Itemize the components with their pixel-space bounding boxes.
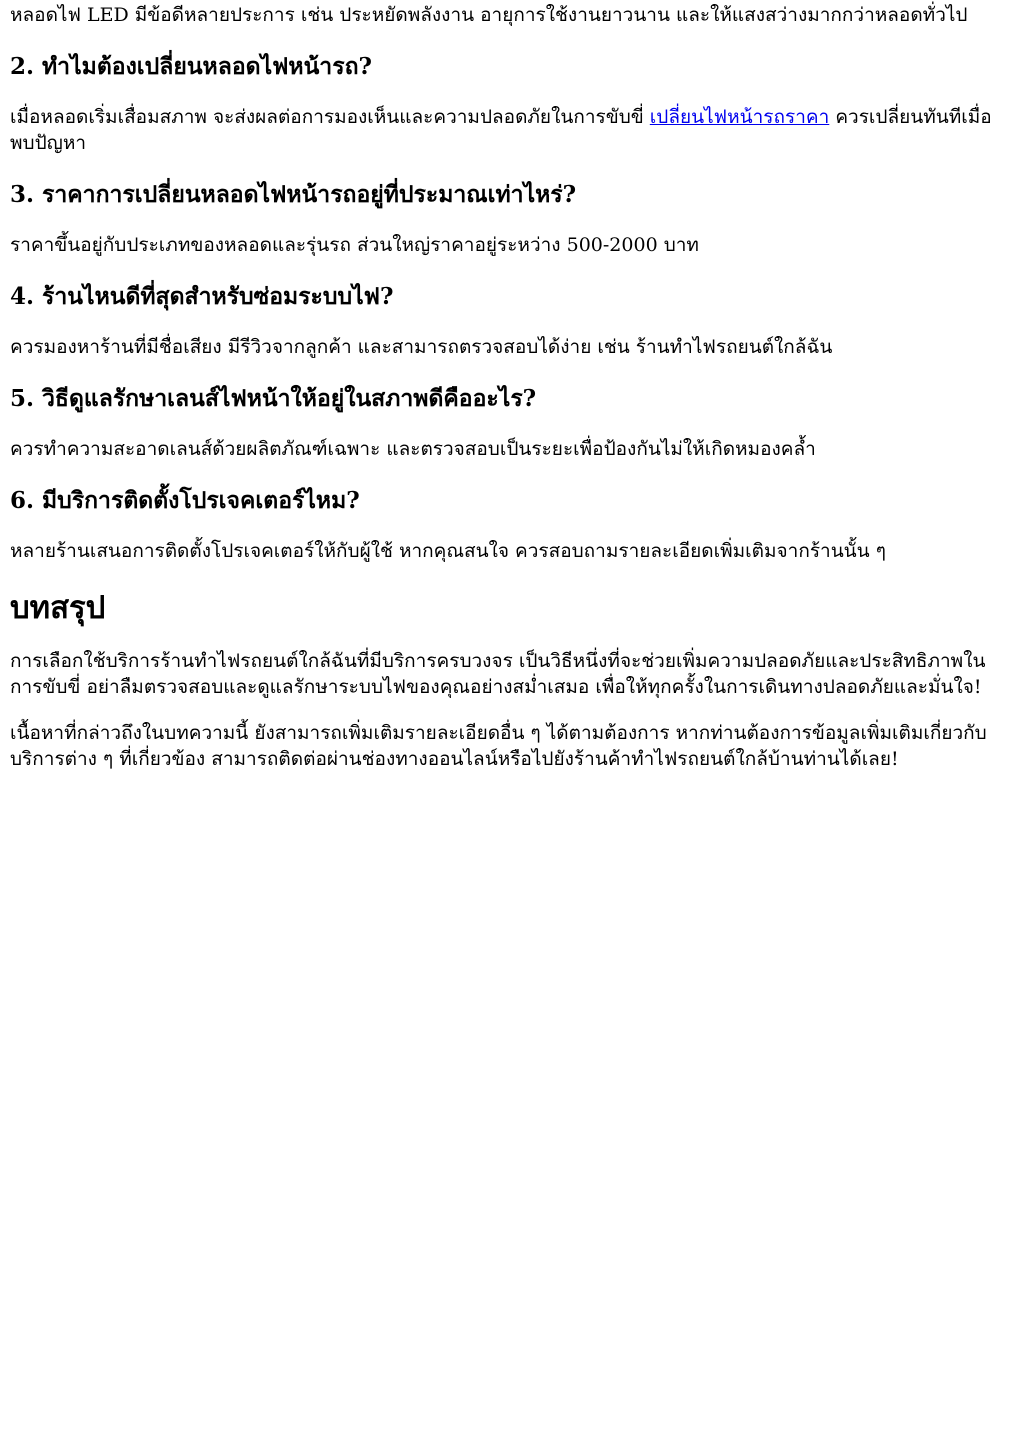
- faq-question-5: 5. วิธีดูแลรักษาเลนส์ไฟหน้าให้อยู่ในสภาพดีคืออะไร?: [10, 385, 537, 412]
- faq-answer-6: หลายร้านเสนอการติดตั้งโปรเจคเตอร์ให้กับผู้ใช้ หากคุณสนใจ ควรสอบถามรายละเอียดเพิ่มเติมจากร้านนั้น ๆ: [10, 540, 886, 562]
- faq-answer-4: ควรมองหาร้านที่มีชื่อเสียง มีรีวิวจากลูกค้า และสามารถตรวจสอบได้ง่าย เช่น ร้านทำไฟรถยนต์ใกล้ฉัน: [10, 336, 833, 358]
- faq-question-6: 6. มีบริการติดตั้งโปรเจคเตอร์ไหม?: [10, 487, 360, 514]
- faq-question-4: 4. ร้านไหนดีที่สุดสำหรับซ่อมระบบไฟ?: [10, 283, 394, 310]
- faq-answer-2: [10, 104, 1014, 156]
- headlight-price-link[interactable]: เปลี่ยนไฟหน้ารถราคา: [649, 106, 830, 128]
- article-body: [0, 2, 1024, 772]
- conclusion-paragraph-1: การเลือกใช้บริการร้านทำไฟรถยนต์ใกล้ฉันที่มีบริการครบวงจร เป็นวิธีหนึ่งที่จะช่วยเพิ่มความปลอดภัยและประสิทธิภาพในการขับขี่ อย่าลืมตรวจสอบและดูแลรักษาระบบไฟของคุณอย่างสม่ำเสมอ เพื่อให้ทุกครั้งในการเดินทางปลอดภัยและมั่นใจ!: [10, 650, 986, 698]
- faq-answer-5: ควรทำความสะอาดเลนส์ด้วยผลิตภัณฑ์เฉพาะ และตรวจสอบเป็นระยะเพื่อป้องกันไม่ให้เกิดหมองคล้ำ: [10, 438, 816, 460]
- faq-question-3: 3. ราคาการเปลี่ยนหลอดไฟหน้ารถอยู่ที่ประมาณเท่าไหร่?: [10, 181, 577, 208]
- conclusion-heading: บทสรุป: [10, 590, 106, 626]
- faq-question-2: 2. ทำไมต้องเปลี่ยนหลอดไฟหน้ารถ?: [10, 53, 372, 80]
- intro-paragraph-tail: หลอดไฟ LED มีข้อดีหลายประการ เช่น ประหยัดพลังงาน อายุการใช้งานยาวนาน และให้แสงสว่างมากกว่าหลอดทั่วไป: [10, 4, 968, 26]
- conclusion-paragraph-2: เนื้อหาที่กล่าวถึงในบทความนี้ ยังสามารถเพิ่มเติมรายละเอียดอื่น ๆ ได้ตามต้องการ หากท่านต้องการข้อมูลเพิ่มเติมเกี่ยวกับบริการต่าง ๆ ที่เกี่ยวข้อง สามารถติดต่อผ่านช่องทางออนไลน์หรือไปยังร้านค้าทำไฟรถยนต์ใกล้บ้านท่านได้เลย!: [10, 722, 987, 770]
- faq-answer-2-text-before: เมื่อหลอดเริ่มเสื่อมสภาพ จะส่งผลต่อการมองเห็นและความปลอดภัยในการขับขี่: [10, 106, 650, 128]
- faq-answer-3: ราคาขึ้นอยู่กับประเภทของหลอดและรุ่นรถ ส่วนใหญ่ราคาอยู่ระหว่าง 500-2000 บาท: [10, 234, 699, 256]
- faq-answer-2-text-after: ควรเปลี่ยนทันทีเมื่อพบปัญหา: [10, 106, 992, 154]
